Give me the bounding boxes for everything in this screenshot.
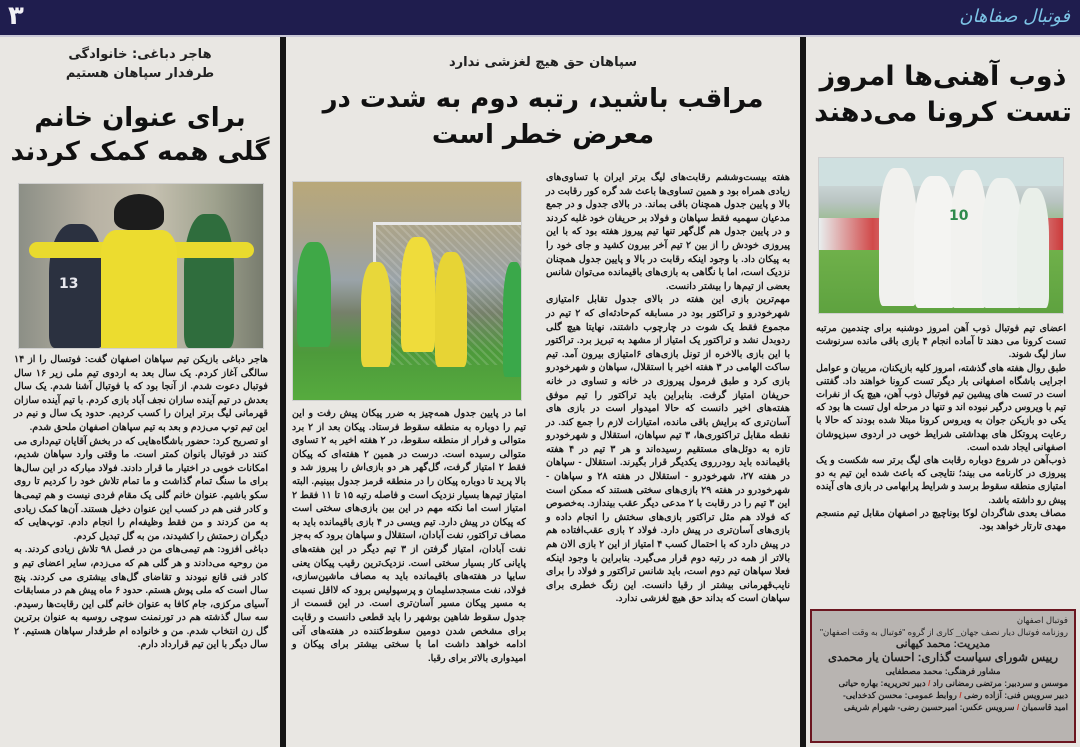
credits-photo: سرویس عکس: امیرحسین رضی- شهرام شریفی [843,702,1015,712]
credits-cultural-advisor: مشاور فرهنگی: محمد مصطفایی [885,666,1001,676]
article-body-column-b [292,407,526,665]
player-figure [297,242,331,347]
kicker-line: طرفدار سپاهان هستیم [65,66,215,81]
credits-name: فوتبال اصفهان [1016,615,1068,625]
match-action-photo [292,181,522,401]
paragraph: او تصریح کرد: حضور باشگاه‌هایی که در بخش آقایان تیم‌داری می کنند در فوتبال بانوان کمتر است. ما وقتی وارد سپاهان شدیم، امکانات خوبی در اختیار ما قرار دادند. فولاد مبارکه در این سال‌ها برای ما سنگ تمام گذاشت و ما تمام تلاش خود را کردیم تا روی سکو باشیم. عنوان خانم گلی یک مقام فردی نیست و هم تیمی‌ها و کادر فنی هم در کسب این عنوان دخیل هستند. آن‌ها کمک زیادی به من کردند و من فقط وظیفه‌ام را انجام دادم. توپ‌هایی که دیگران زحمتش را کشیدند، من به گل تبدیل کردم. [14,435,268,542]
credits-manager: مدیریت: محمد کیهانی [895,638,991,650]
column-divider [800,37,806,747]
article-dabbaghi [0,37,280,747]
paragraph: هاجر دباغی بازیکن تیم سپاهان اصفهان گفت: فوتسال را از ۱۴ سالگی آغاز کردم. یک سال بعد به اردوی تیم ملی زیر ۱۶ سال فوتبال دعوت شدم. از آنجا بود که با فوتبال آشنا شدم. یک سال بعدش در تیم آینده سازان نجف آباد بازی کردم. با تیم آینده سازان قهرمانی لیگ برتر ایران را کسب کردیم. حدود یک سال و نیم در این تیم توپ می‌زدم و بعد به تیم سپاهان اصفهان ملحق شدم. [14,354,268,433]
article-body-column-a [546,171,790,606]
article-zob-ahan [806,37,1080,747]
paragraph: مصاف بعدی شاگردان لوکا بوناچیچ در اصفهان مقابل تیم منسجم مهدی تارتار خواهد بود. [816,506,1066,532]
separator: / [928,678,931,688]
credits-pr-2: امید قاسمیان [1021,702,1068,712]
paragraph: مهم‌ترین بازی این هفته در بالای جدول تقابل ۶امتیازی شهرخودرو و تراکتور بود در مسابقه کم‌حادثه‌ای که ۲ تیم در مجموع فقط یک شوت در چارچوب داشتند، نهایتا هیچ گلی ردوبدل نشد و تراکتور یک امتیاز از مشهد به تبریز برد. تراکتور با این بازی بالاخره از تونل بازی‌های ۶امتیازی بیرون آمد. تیم ساکت الهامی در ۳ هفته اخیر با استقلال، سپاهان و شهرخودرو بازی کرد و طبق فرمول پیروزی در خانه و تساوی در خانه حریفان امتیاز گرفت. بنابراین باید تراکتور را تیم موفق هفته‌های اخیر دانست که حالا امیدوار است در بازی های آسان‌تری که برایش باقی مانده، امتیازات لازم را جمع کند. در نقطه مقابل تراکتوری‌ها، ۳ تیم سپاهان، استقلال و شهرخودرو تازه به دوئل‌های مستقیم رسیده‌اند و هر ۳ تیم در ۴ هفته باقیمانده باید رودرروی یکدیگر قرار بگیرند. استقلال - سپاهان در هفته ۲۷، شهرخودرو - استقلال در هفته ۲۸ و سپاهان - شهرخودرو در هفته ۲۹ بازی‌های سختی هستند که ممکن است این ۳ تیم را در رقابت با ۲ مدعی دیگر عقب بیندازد. به‌خصوص که فولاد هم مثل تراکتور بازی‌های سختش را انجام داده و بازی‌های آسان‌تری در پیش دارد. فولاد ۲ بازی عقب‌افتاده هم در پیش دارد که با احتمال کسب ۴ امتیاز از این ۲ بازی الان هم بالاتر از همه در رتبه دوم قرار می‌گیرد. بنابراین با وجود اینکه فعلا سپاهان تیم دوم است، باید شانس تراکتور و فولاد را برای نایب‌قهرمانی بیشتر از رقبا دانست. این زنگ خطری برای سپاهان است که بداند حق هیچ لغزشی ندارد. [546,294,791,605]
page-number: ۳ [8,1,24,31]
headline-sepahan: مراقب باشید، رتبه دوم به شدت در معرض خطر است [322,84,764,150]
kicker-dabbaghi [0,45,280,83]
player-portrait-photo [18,183,264,349]
player-figure [101,230,177,348]
page-header [0,0,1080,37]
paragraph: اعضای تیم فوتبال ذوب آهن امروز دوشنبه برای چندمین مرتبه تست کرونا می دهند تا آماده انجام ۴ بازی باقی مانده سرنوشت ساز لیگ شوند. [816,322,1066,360]
player-figure [435,252,467,367]
player-figure [401,237,435,352]
credits-staff-line [818,701,1068,713]
article-body [14,353,268,652]
credits-founder: موسس و سردبیر: مرتضی رمضانی راد [932,678,1068,688]
credits-tech-editor: دبیر سرویس فنی: آزاده رضی [964,690,1068,700]
credits-staff-line [818,689,1068,701]
credits-staff-line [818,677,1068,689]
headline-dabbaghi: برای عنوان خانم گلی همه کمک کردند [10,103,270,167]
kicker-line: هاجر دباغی: خانوادگی [68,47,212,62]
brand-logo: فوتبال صفاهان [959,6,1070,27]
headline-zob-ahan: ذوب آهنی‌ها امروز تست کرونا می‌دهند [814,61,1072,128]
column-divider [280,37,286,747]
team-huddle-photo [818,157,1064,314]
credits-editor: دبیر تحریریه: بهاره حیاتی [838,678,926,688]
credits-pr: روابط عمومی: محسن کدخدایی- [842,690,957,700]
player-figure [879,168,917,306]
paragraph: اما در پایین جدول همه‌چیز به ضرر پیکان پیش رفت و این تیم را دوباره به منطقه سقوط فرستاد. پیکان بعد از ۲ برد متوالی و فرار از منطقه سقوط، در ۲ هفته اخیر به ۲ تساوی متوالی رسیده است. درست در همین ۲ هفته‌ای که پیکان فقط ۲ امتیاز گرفت، گل‌گهر هر دو بازی‌اش را پیروز شد و بالا پرید تا دوباره پیکان را در منطقه قرمز جدول ببینیم. البته امتیاز تیم‌ها بسیار نزدیک است و فاصله رتبه ۱۵ تا ۱۱ فقط ۲ امتیاز است اما نکته مهم در این بین بازی‌های سختی است که پیکان در پیش دارد. تیم ویسی در ۴ بازی باقیمانده باید به مصاف تراکتور، نفت آبادان، استقلال و سپاهان برود که به‌جز نفت آبادان، امتیاز گرفتن از ۳ تیم دیگر در این هفته‌های پایانی کار بسیار سختی است. نزدیک‌ترین رقیب پیکان یعنی سایپا در هفته‌های باقیمانده باید به مصاف ماشین‌سازی، فولاد، نفت مسجدسلیمان و پرسپولیس برود که لااقل نسبت به مسیر پیکان مسیر آسان‌تری است. در این قسمت از جدول سقوط شاهین بوشهر را باید قطعی دانست و رقابت برای مشخص شدن دومین سقوط‌کننده در هفته‌های آتی ادامه خواهد داشت اما با سختی بیشتر برای پیکان و امیدواری بالاتر برای رقبا. [292,408,527,664]
player-figure [503,262,522,377]
paragraph: طبق روال هفته های گذشته، امروز کلیه بازیکنان، مربیان و عوامل اجرایی باشگاه اصفهانی بار دیگر تست کرونا خواهند داد. گفتنی است در تست های پیشین تیم فوتبال ذوب آهن، هیچ یک از نفرات تیم با ویروس درگیر نبوده اند و تنها در مرحله اول تست ها بود که یکی دو بازیکن جوان به ویروس کرونا مبتلا شده بودند که حالا با رعایت پروتکل های بهداشتی شرایط خوبی در اردوی سبزپوشان اصفهانی ایجاد شده است. [816,361,1066,452]
player-figure [184,214,234,348]
masthead-credits-box [810,609,1076,743]
hijab [114,194,164,230]
paragraph: هفته بیست‌وششم رقابت‌های لیگ برتر ایران با تساوی‌های زیادی همراه بود و همین تساوی‌ها باعث شد گره کور رقابت در بالا و پایین جدول همچنان باقی بماند. در بالای جدول و در جمع مدعیان سهمیه فقط سپاهان و فولاد بر حریفان خود غلبه کردند و در پایین جدول هم گل‌گهر تنها تیم پیروز هفته بود که با این پیروزی خودش را از بین ۲ تیم آخر بیرون کشید و جای خود را به پیکان داد. با وجود اینکه رقابت در بالا و پایین جدول همچنان نزدیک است، اما با نگاهی به بازی‌های باقیمانده می‌توان شانس بعضی از تیم‌ها را بیشتر دانست. [546,172,790,292]
jersey-number: 10 [949,208,969,224]
player-figure [361,262,391,367]
article-body [816,321,1066,532]
paragraph: ذوب‌آهن در شروع دوباره رقابت های لیگ برتر سه شکست و یک پیروزی در کارنامه می بیند؛ نتایجی که باعث شده این تیم به دو امتیازی منطقه سقوط برسد و شرایط پرابهامی در بازی های آینده پیش رو داشته باشد. [816,454,1066,505]
player-figure [1017,188,1049,308]
credits-policy-head: رییس شورای سیاست گذاری: احسان یار محمدی [827,652,1059,664]
paragraph: دباغی افزود: هم تیمی‌های من در فصل ۹۸ تلاش زیادی کردند. به من روحیه می‌دادند و هر گلی هم که می‌زدم، سایر اعضای تیم و کادر فنی قانع نبودند و تقاضای گل‌های بیشتری می کردند. پنج سال است که ملی پوش هستم. حدود ۶ ماه پیش هم در مسابقات آسیای مرکزی، جام کافا به عنوان خانم گلی این رقابت‌ها رسیدم. سه سال گذشته هم در تورنمنت سوچی روسیه به عنوان برترین گل زن انتخاب شدم. من و خانواده ام طرفدار سپاهان هستیم. ۲ سال دیگر با این تیم قرارداد دارم. [14,544,268,651]
kicker-sepahan: سپاهان حق هیچ لغزشی ندارد [448,55,638,70]
separator: / [959,690,962,700]
article-sepahan [286,37,800,747]
jersey-number: 13 [59,276,79,292]
credits-tagline: روزنامه فوتبال دیار نصف جهان_ کاری از گروه "فوتبال به وقت اصفهان" [819,627,1068,637]
player-figure [914,176,956,308]
separator: / [1016,702,1020,712]
player-figure [982,178,1022,308]
